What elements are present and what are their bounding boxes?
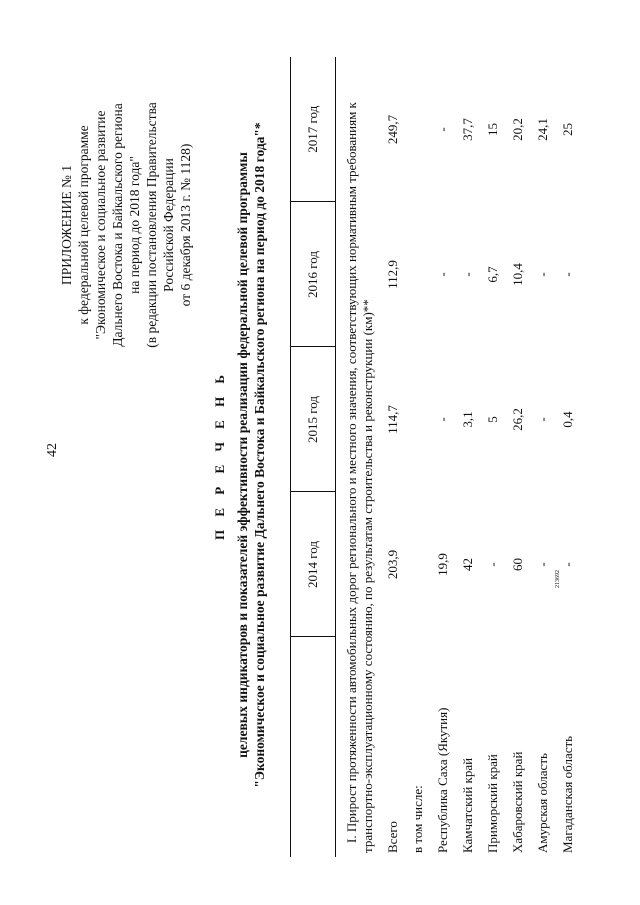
document-id: 213692 xyxy=(555,570,561,588)
indicators-table-wrap xyxy=(290,57,580,857)
table-row xyxy=(480,57,505,857)
title-block xyxy=(212,85,268,825)
column-header: 2017 год xyxy=(291,57,336,202)
cell-value: 19,9 xyxy=(434,553,450,576)
row-label: Амурская область xyxy=(534,753,550,853)
table-row xyxy=(380,57,405,857)
cell-value: - xyxy=(459,272,475,277)
row-label: Магаданская область xyxy=(559,735,575,853)
table-row xyxy=(555,57,580,857)
column-header xyxy=(291,637,336,857)
appendix-line: к федеральной целевой программе xyxy=(76,125,91,325)
appendix-line: на период до 2018 года" xyxy=(127,156,142,294)
section-text: I. Прирост протяженности автомобильных дорог регионального и местного значения, соответствующих нормативным требованиям к транспортно-эксплуатационному состоянию, по результатам строительства и реконструкции (км)** xyxy=(344,102,375,853)
row-label: в том числе: xyxy=(409,785,425,853)
cell-value: 15 xyxy=(484,123,500,136)
appendix-line: "Экономическое и социальное развитие xyxy=(93,110,108,340)
cell-value: 3,1 xyxy=(459,411,475,428)
table-row xyxy=(430,57,455,857)
cell-value: - xyxy=(534,272,550,277)
cell-value: - xyxy=(559,272,575,277)
cell-value: 37,7 xyxy=(459,118,475,141)
table-row xyxy=(530,57,555,857)
column-header: 2014 год xyxy=(291,492,336,637)
cell-value: 6,7 xyxy=(484,266,500,283)
cell-value: 25 xyxy=(559,123,575,136)
appendix-line: ПРИЛОЖЕНИЕ № 1 xyxy=(59,164,74,286)
row-label: Камчатский край xyxy=(459,757,475,853)
section-row xyxy=(336,57,381,857)
row-label: Всего xyxy=(384,821,400,853)
page-number: 42 xyxy=(45,443,60,457)
indicators-table xyxy=(290,57,580,857)
row-label: Хабаровский край xyxy=(509,751,525,853)
table-row xyxy=(455,57,480,857)
appendix-line: Российской Федерации xyxy=(161,158,176,292)
cell-value xyxy=(405,57,430,202)
appendix-line: (в редакции постановления Правительства xyxy=(144,102,159,348)
cell-value: 203,9 xyxy=(384,549,400,580)
cell-value: 112,9 xyxy=(384,260,400,289)
appendix-line: Дальнего Востока и Байкальского региона xyxy=(110,103,125,347)
table-row xyxy=(505,57,530,857)
cell-value xyxy=(405,492,430,637)
appendix-block xyxy=(58,65,194,385)
title-line-1: целевых индикаторов и показателей эффективности реализации федеральной целевой программы xyxy=(235,152,250,758)
cell-value: 5 xyxy=(484,416,500,423)
cell-value: - xyxy=(434,127,450,132)
cell-value: 249,7 xyxy=(384,114,400,145)
cell-value xyxy=(405,202,430,347)
cell-value: 20,2 xyxy=(509,118,525,141)
row-label: Приморский край xyxy=(484,754,500,853)
cell-value xyxy=(405,347,430,492)
column-header: 2016 год xyxy=(291,202,336,347)
column-header: 2015 год xyxy=(291,347,336,492)
cell-value: - xyxy=(434,272,450,277)
cell-value: - xyxy=(534,562,550,567)
cell-value: 114,7 xyxy=(384,405,400,434)
cell-value: 10,4 xyxy=(509,263,525,286)
cell-value: 60 xyxy=(509,558,525,571)
table-row xyxy=(405,57,430,857)
cell-value: - xyxy=(559,562,575,567)
cell-value: 24,1 xyxy=(534,118,550,141)
cell-value: - xyxy=(484,562,500,567)
title-line-2: "Экономическое и социальное развитие Дальнего Востока и Байкальского региона на период до 2018 года"* xyxy=(252,122,267,788)
cell-value: - xyxy=(434,417,450,422)
section-heading xyxy=(336,57,381,857)
cell-value: 42 xyxy=(459,558,475,571)
cell-value: 0,4 xyxy=(559,411,575,428)
cell-value: - xyxy=(534,417,550,422)
appendix-line: от 6 декабря 2013 г. № 1128) xyxy=(178,143,193,307)
table-header-row xyxy=(291,57,336,857)
row-label: Республика Саха (Якутия) xyxy=(434,707,450,853)
document-heading: П Е Р Е Ч Е Н Ь xyxy=(212,369,227,541)
cell-value: 26,2 xyxy=(509,408,525,431)
